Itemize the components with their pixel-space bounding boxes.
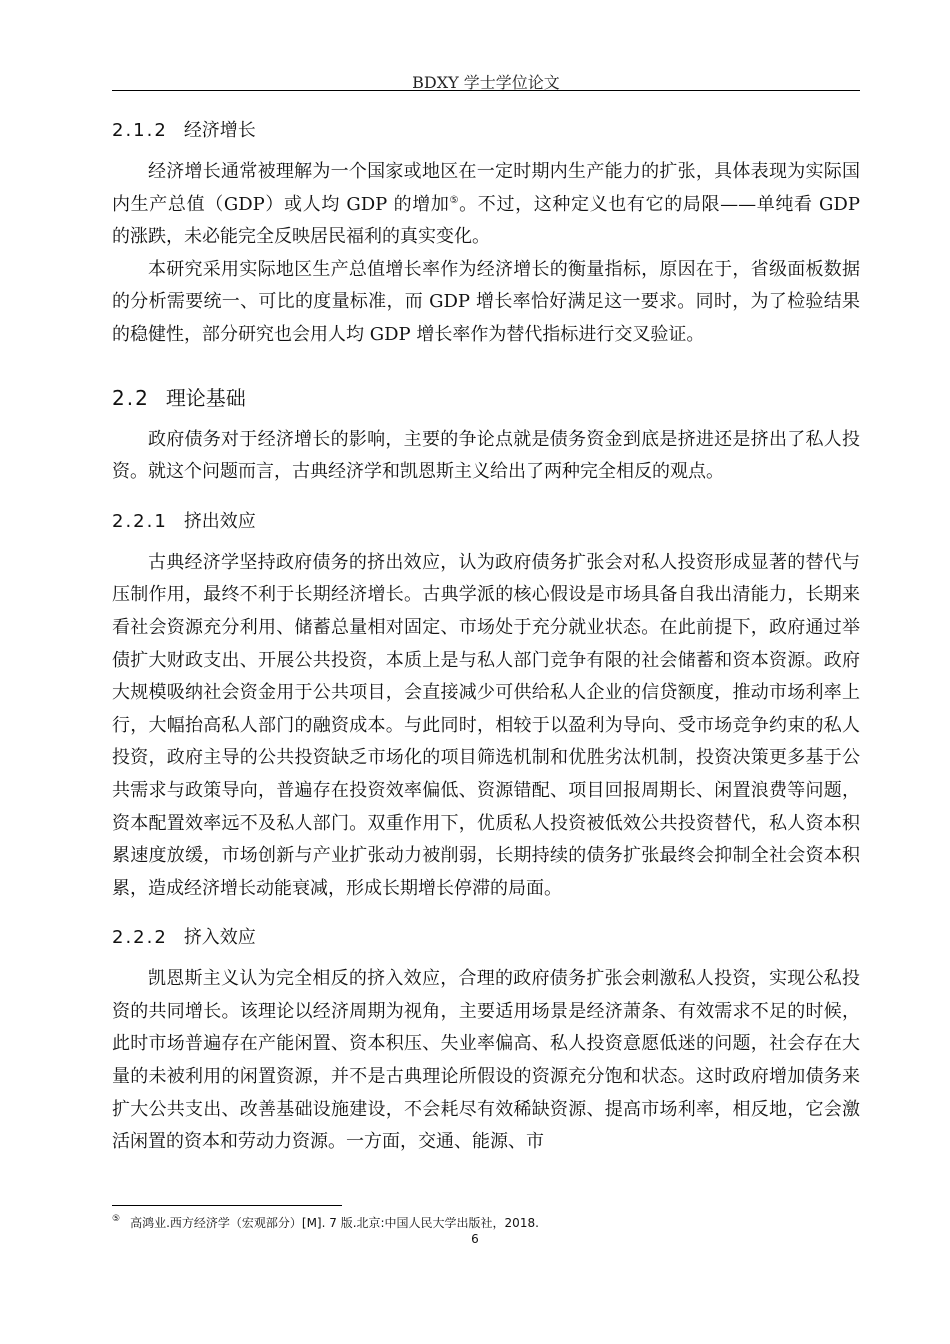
paragraph: 古典经济学坚持政府债务的挤出效应，认为政府债务扩张会对私人投资形成显著的替代与压制作用，最终不利于长期经济增长。古典学派的核心假设是市场具备自我出清能力，长期来看社会资源充分利用、储蓄总量相对固定、市场处于充分就业状态。在此前提下，政府通过举债扩大财政支出、开展公共投资，本质上是与私人部门竞争有限的社会储蓄和资本资源。政府大规模吸纳社会资金用于公共项目，会直接减少可供给私人企业的信贷额度，推动市场利率上行，大幅抬高私人部门的融资成本。与此同时，相较于以盈利为导向、受市场竞争约束的私人投资，政府主导的公共投资缺乏市场化的项目筛选机制和优胜劣汰机制，投资决策更多基于公共需求与政策导向，普遍存在投资效率偏低、资源错配、项目回报周期长、闲置浪费等问题，资本配置效率远不及私人部门。双重作用下，优质私人投资被低效公共投资替代，私人资本积累速度放缓，市场创新与产业扩张动力被削弱，长期持续的债务扩张最终会抑制全社会资本积累，造成经济增长动能衰减，形成长期增长停滞的局面。 xyxy=(112,551,860,899)
footnote-rule xyxy=(112,1205,342,1206)
heading-2-2-2 xyxy=(112,923,860,953)
page-number: 6 xyxy=(471,1232,479,1246)
heading-number: 2.1.2 xyxy=(112,120,168,141)
heading-number: 2.2.2 xyxy=(112,927,168,949)
running-header: BDXY 学士学位论文 xyxy=(412,73,560,92)
heading-number: 2.2 xyxy=(112,385,150,410)
heading-2-2-1 xyxy=(112,507,860,537)
paragraph: 凯恩斯主义认为完全相反的挤入效应，合理的政府债务扩张会刺激私人投资，实现公私投资的共同增长。该理论以经济周期为视角，主要适用场景是经济萧条、有效需求不足的时候，此时市场普遍存在产能闲置、资本积压、失业率偏高、私人投资意愿低迷的问题，社会存在大量的未被利用的闲置资源，并不是古典理论所假设的资源充分饱和状态。这时政府增加债务来扩大公共支出、改善基础设施建设，不会耗尽有效稀缺资源、提高市场利率，相反地，它会激活闲置的资本和劳动力资源。一方面，交通、能源、市 xyxy=(112,968,860,1153)
footnote-mark: ⑤ xyxy=(112,1214,121,1224)
heading-title: 理论基础 xyxy=(165,385,246,410)
heading-number: 2.2.1 xyxy=(112,510,168,532)
paragraph xyxy=(112,156,860,254)
heading-2-1-2 xyxy=(112,116,860,146)
footnote-text: 高鸿业.西方经济学（宏观部分）[M]. 7 版.北京:中国人民大学出版社，2018. xyxy=(130,1216,539,1230)
heading-2-2 xyxy=(112,382,860,414)
paragraph: 政府债务对于经济增长的影响，主要的争论点就是债务资金到底是挤进还是挤出了私人投资。就这个问题而言，古典经济学和凯恩斯主义给出了两种完全相反的观点。 xyxy=(112,428,860,483)
footnote xyxy=(112,1214,860,1231)
page-body xyxy=(112,116,860,1159)
paragraph: 本研究采用实际地区生产总值增长率作为经济增长的衡量指标，原因在于，省级面板数据的分析需要统一、可比的度量标准，而 GDP 增长率恰好满足这一要求。同时，为了检验结果的稳健性，部分研究也会用人均 GDP 增长率作为替代指标进行交叉验证。 xyxy=(112,258,860,345)
header-rule xyxy=(112,90,860,91)
paragraph-text: 。不过，这种定义也有它的局限——单纯看 GDP 的涨跌，未必能完全反映居民福利的真实变化。 xyxy=(112,193,860,248)
paragraph-text: 经济增长通常被理解为一个国家或地区在一定时期内生产能力的扩张，具体表现为实际国内生产总值（GDP）或人均 GDP 的增加 xyxy=(112,161,860,215)
footnote-ref[interactable]: ⑤ xyxy=(449,194,460,206)
heading-title: 经济增长 xyxy=(183,120,256,141)
heading-title: 挤入效应 xyxy=(183,927,256,949)
heading-title: 挤出效应 xyxy=(183,510,256,532)
